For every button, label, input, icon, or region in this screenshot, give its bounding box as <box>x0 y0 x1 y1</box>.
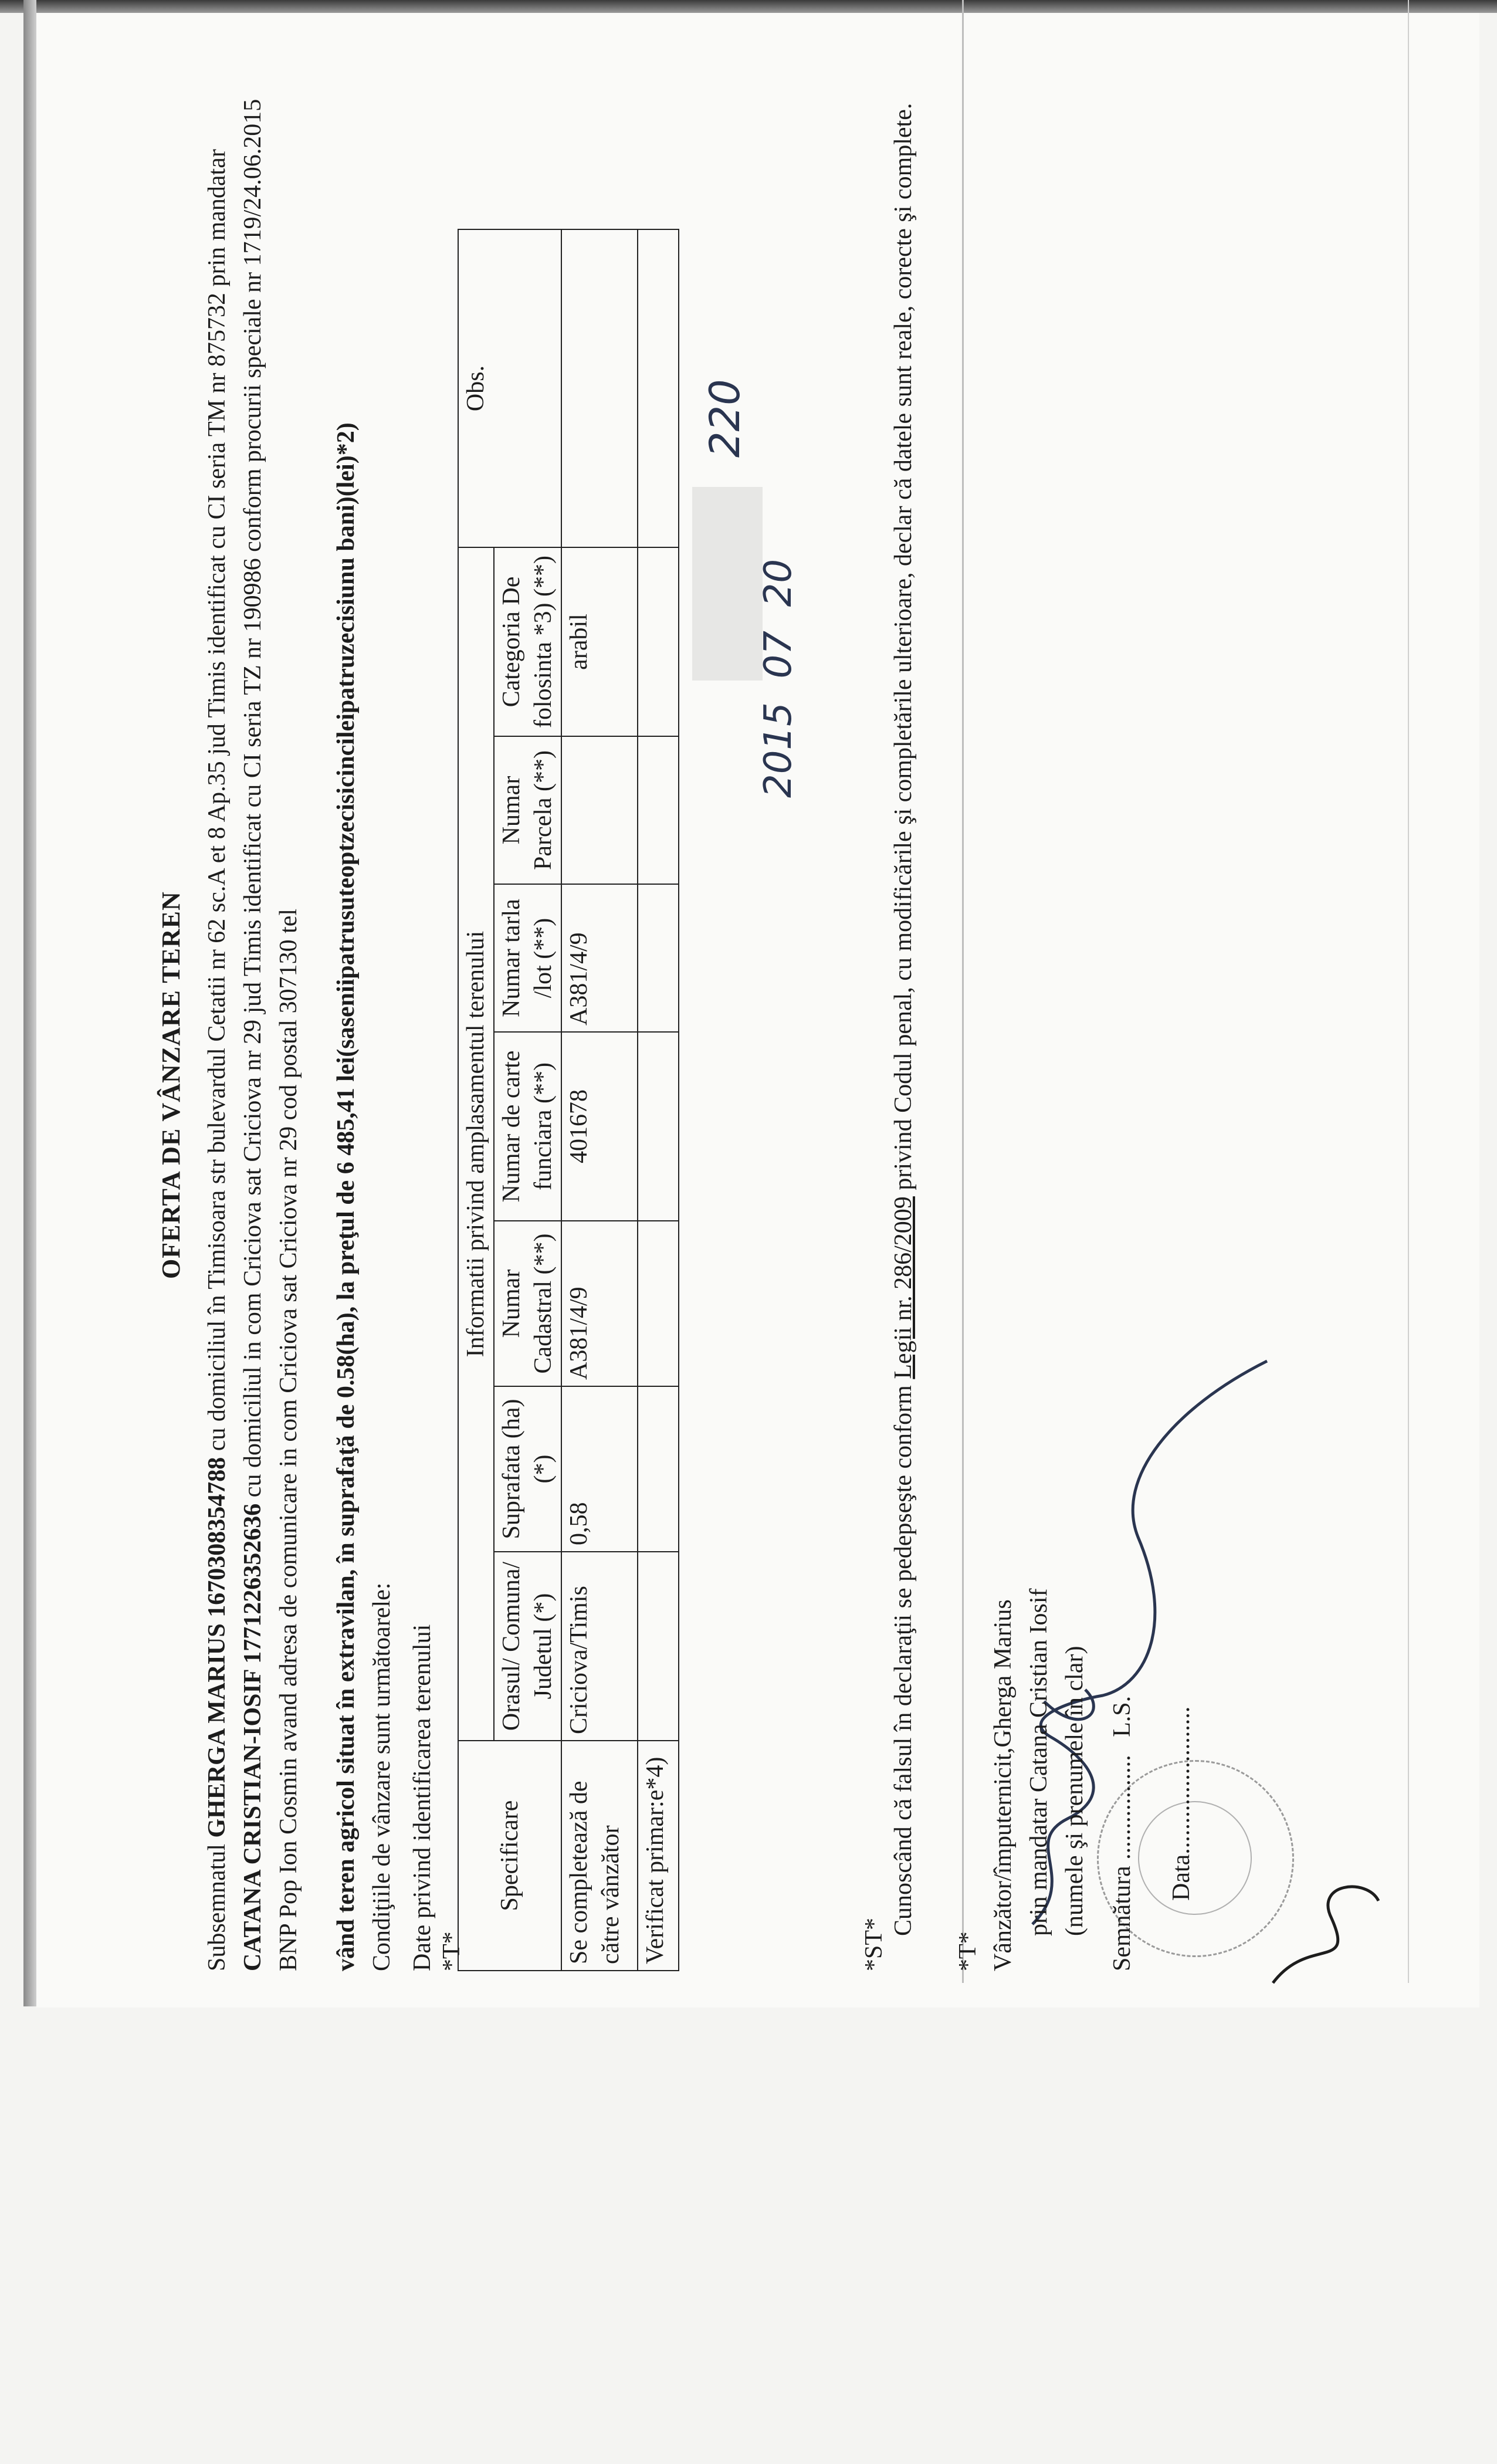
header-parcela: Numar Parcela (**) <box>494 736 561 884</box>
cell-spec: Se completează de către vânzător <box>561 1741 638 1971</box>
cell-cadastral <box>638 1221 679 1386</box>
fold-line <box>962 0 964 1983</box>
signature-block <box>985 1443 1199 1971</box>
declaration-paragraph <box>886 47 922 1971</box>
fold-line-right <box>1408 0 1409 1983</box>
mandatary-line: prin mandatar Catana Cristian Iosif <box>1025 1588 1052 1936</box>
seller-line: Vânzător/împuternicit,Gherga Marius <box>990 1599 1017 1971</box>
cell-suprafata: 0,58 <box>561 1386 638 1552</box>
sale-line: vând teren agricol situat în extravilan, în suprafaţă de 0.58(ha), la preţul de 6 485,41 lei(saseniipatrusuteoptzecisicincileipatruzecisiunu bani)(lei)*2) <box>333 422 360 1971</box>
t-mark-2: *T* <box>954 1931 981 1971</box>
conditions-line: Condiţiile de vânzare sunt următoarele: <box>368 1582 395 1971</box>
cell-tarla <box>638 884 679 1032</box>
cell-carte-funciara: 401678 <box>561 1032 638 1221</box>
name-in-clear-line: (numele şi prenumele în clar) <box>1061 1646 1088 1936</box>
table-group-header-row <box>458 229 494 1971</box>
section-label: Date privind identificarea terenului <box>409 1624 436 1971</box>
rotated-document <box>153 35 1195 1971</box>
header-categoria: Categoria De folosinta *3) (**) <box>494 547 561 736</box>
intro-text-2: cu domiciliul în Timisoara str bulevardul Cetatii nr 62 sc.A et 8 Ap.35 jud Timis identificat cu CI seria TM nr 875732 prin mandatar <box>204 149 231 1457</box>
cell-obs <box>638 229 679 547</box>
cell-cadastral: A381/4/9 <box>561 1221 638 1386</box>
handwritten-signature-2 <box>1261 1866 1390 1995</box>
header-oras: Orasul/ Comuna/ Judetul (*) <box>494 1552 561 1741</box>
header-group: Informatii privind amplasamentul terenului <box>458 547 494 1741</box>
header-tarla: Numar tarla /lot (**) <box>494 884 561 1032</box>
seller-name: GHERGA MARIUS 1670308354788 <box>204 1457 231 1838</box>
document-title: OFERTA DE VÂNZARE TEREN <box>157 891 185 1279</box>
scan-border-top <box>0 0 1497 13</box>
cell-categoria: arabil <box>561 547 638 736</box>
mandatary-name: CATANA CRISTIAN-IOSIF 1771226352636 <box>239 1503 266 1971</box>
cell-parcela <box>561 736 638 884</box>
intro-text-1: Subsemnatul <box>204 1837 231 1971</box>
cell-categoria <box>638 547 679 736</box>
intro-text-3: cu domiciliul in com Criciova sat Criciova nr 29 jud Timis identificat cu CI seria TZ nr 190986 conform procurii speciale nr 1719/24.06.2015 BNP Pop Ion Cosmin avand adresa de comunicare in com Criciova sat Criciova nr 29 cod postal 307130 tel <box>239 99 302 1971</box>
table-row <box>561 229 638 1971</box>
cell-parcela <box>638 736 679 884</box>
sale-statement <box>328 47 400 1971</box>
signature-label: Semnătura ................. <box>1108 1755 1136 1971</box>
declaration-text-1: Cunoscând că falsul în declaraţii se pedepseşte conform <box>890 1379 917 1936</box>
header-carte-funciara: Numar de carte funciara (**) <box>494 1032 561 1221</box>
header-cadastral: Numar Cadastral (**) <box>494 1221 561 1386</box>
declaration-text-2: privind Codul penal, cu modificările şi completările ulterioare, declar că datele sunt reale, corecte şi complete. <box>890 103 917 1197</box>
handwritten-registration-number: 220 <box>701 379 749 458</box>
handwritten-registration-date: 2015 07 20 <box>757 559 800 798</box>
header-suprafata: Suprafata (ha) (*) <box>494 1386 561 1552</box>
header-spec: Specificare <box>458 1741 561 1971</box>
st-mark: *ST* <box>861 1917 888 1971</box>
law-reference: Legii nr. 286/2009 <box>890 1196 917 1379</box>
table-row <box>638 229 679 1971</box>
cell-suprafata <box>638 1386 679 1552</box>
cell-obs <box>561 229 638 547</box>
cell-spec: Verificat primar:e*4) <box>638 1741 679 1971</box>
cell-oras: Criciova/Timis <box>561 1552 638 1741</box>
header-obs: Obs. <box>458 229 561 547</box>
date-label: Data........................ <box>1167 1706 1195 1901</box>
cell-oras <box>638 1552 679 1741</box>
land-identification-table <box>458 229 679 1971</box>
intro-paragraph <box>199 47 307 1971</box>
t-mark: *T* <box>438 1931 465 1971</box>
scan-border-left <box>23 0 36 2006</box>
cell-carte-funciara <box>638 1032 679 1221</box>
ls-label: L.S. <box>1108 1695 1136 1737</box>
cell-tarla: A381/4/9 <box>561 884 638 1032</box>
